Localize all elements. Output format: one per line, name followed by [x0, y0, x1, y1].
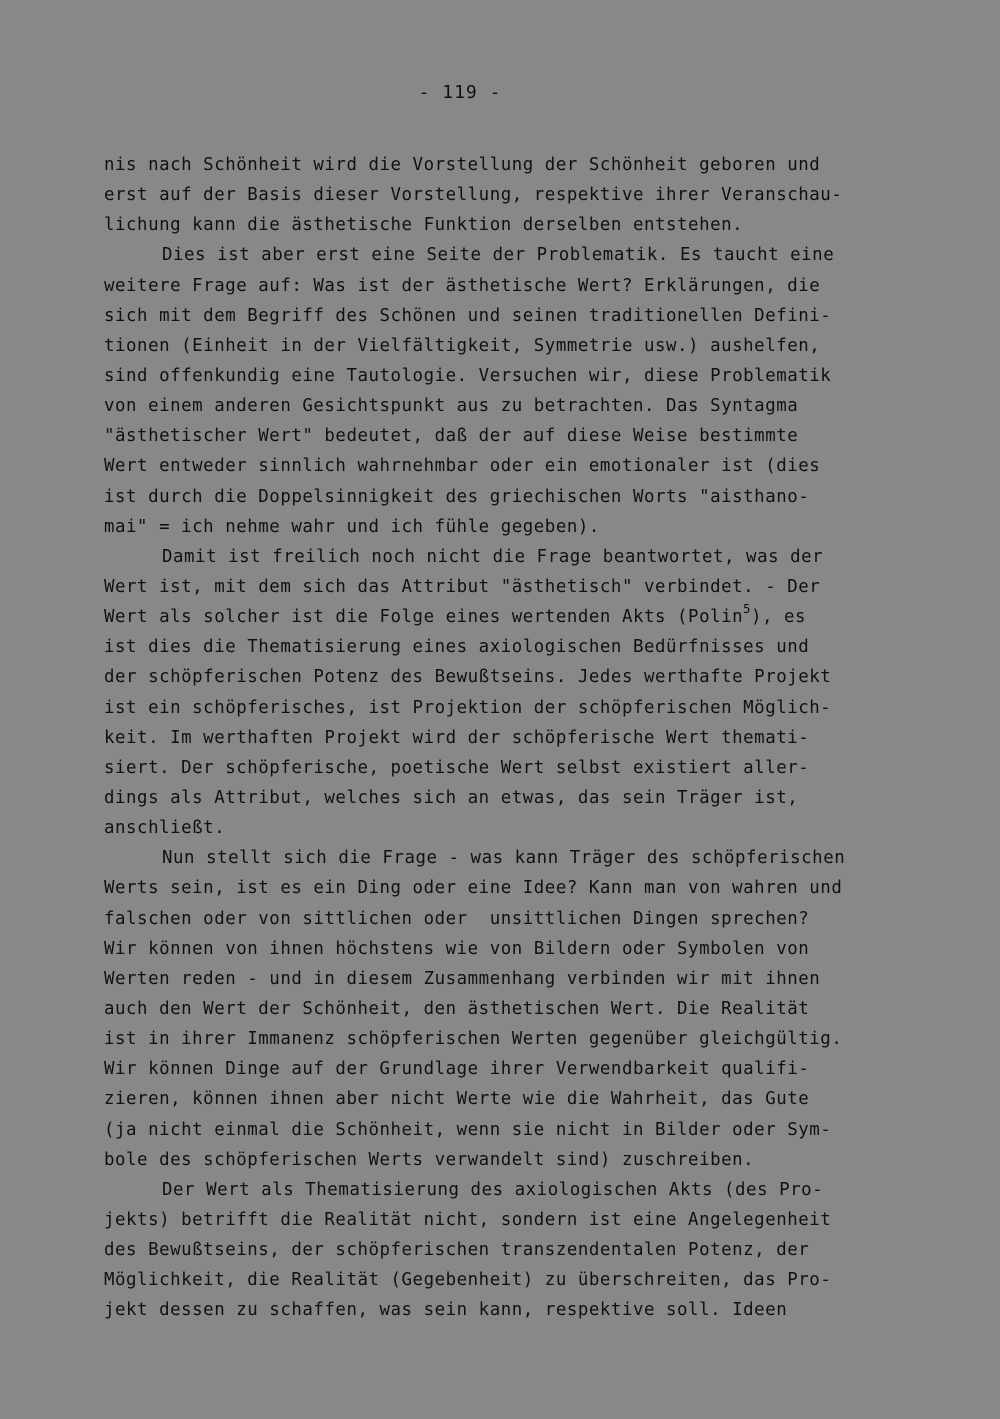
- page-number: - 119 -: [418, 82, 502, 103]
- text-line-with-footnote: [104, 602, 924, 632]
- text-line: ist dies die Thematisierung eines axiologischen Bedürfnisses und: [104, 637, 810, 658]
- text-line: der schöpferischen Potenz des Bewußtseins. Jedes werthafte Projekt: [104, 667, 832, 688]
- text-line: nis nach Schönheit wird die Vorstellung der Schönheit geboren und: [104, 155, 821, 175]
- paragraph-start-line: Der Wert als Thematisierung des axiologischen Akts (des Pro-: [162, 1179, 824, 1200]
- text-line: ist ein schöpferisches, ist Projektion der schöpferischen Möglich-: [104, 697, 832, 718]
- text-line: Wir können von ihnen höchstens wie von Bildern oder Symbolen von: [104, 938, 810, 959]
- text-line: Werts sein, ist es ein Ding oder eine Idee? Kann man von wahren und: [104, 878, 843, 899]
- text-line: siert. Der schöpferische, poetische Wert selbst existiert aller-: [104, 757, 810, 778]
- paragraph-start-line: Damit ist freilich noch nicht die Frage beantwortet, was der: [162, 546, 824, 567]
- text-line: auch den Wert der Schönheit, den ästhetischen Wert. Die Realität: [104, 998, 810, 1019]
- text-line: dings als Attribut, welches sich an etwas, das sein Träger ist,: [104, 787, 799, 808]
- footnote-marker: 5: [743, 602, 751, 617]
- text-line: zieren, können ihnen aber nicht Werte wie die Wahrheit, das Gute: [104, 1089, 810, 1110]
- text-line: tionen (Einheit in der Vielfältigkeit, Symmetrie usw.) aushelfen,: [104, 335, 821, 356]
- text-line: Wert entweder sinnlich wahrnehmbar oder ein emotionaler ist (dies: [104, 456, 821, 477]
- text-line-segment: ), es: [750, 607, 807, 628]
- paragraph-start-line: Nun stellt sich die Frage - was kann Träger des schöpferischen: [162, 848, 846, 869]
- text-line: sich mit dem Begriff des Schönen und seinen traditionellen Defini-: [104, 305, 832, 326]
- text-line: ist durch die Doppelsinnigkeit des griechischen Worts "aisthano-: [104, 486, 810, 507]
- text-line: anschließt.: [104, 818, 226, 839]
- text-line: Werten reden - und in diesem Zusammenhang verbinden wir mit ihnen: [104, 968, 821, 989]
- text-line: "ästhetischer Wert" bedeutet, daß der auf diese Weise bestimmte: [104, 426, 799, 447]
- text-line: (ja nicht einmal die Schönheit, wenn sie nicht in Bilder oder Sym-: [104, 1119, 832, 1140]
- text-line: lichung kann die ästhetische Funktion derselben entstehen.: [104, 215, 744, 236]
- text-line: sind offenkundig eine Tautologie. Versuchen wir, diese Problematik: [104, 365, 832, 386]
- text-line: jekt dessen zu schaffen, was sein kann, respektive soll. Ideen: [104, 1300, 788, 1321]
- body-text: [104, 150, 924, 1325]
- paragraph-start-line: Dies ist aber erst eine Seite der Problematik. Es taucht eine: [162, 245, 835, 266]
- text-line: jekts) betrifft die Realität nicht, sondern ist eine Angelegenheit: [104, 1209, 832, 1230]
- text-line: bole des schöpferischen Werts verwandelt sind) zuschreiben.: [104, 1149, 755, 1170]
- text-line: mai" = ich nehme wahr und ich fühle gegeben).: [104, 516, 600, 537]
- text-line: ist in ihrer Immanenz schöpferischen Werten gegenüber gleichgültig.: [104, 1029, 843, 1050]
- text-line: Wert ist, mit dem sich das Attribut "ästhetisch" verbindet. - Der: [104, 576, 821, 597]
- text-line: falschen oder von sittlichen oder unsittlichen Dingen sprechen?: [104, 908, 810, 929]
- text-line: von einem anderen Gesichtspunkt aus zu betrachten. Das Syntagma: [104, 396, 799, 417]
- text-line: Möglichkeit, die Realität (Gegebenheit) zu überschreiten, das Pro-: [104, 1270, 832, 1291]
- text-line-segment: Wert als solcher ist die Folge eines wertenden Akts (Polin: [104, 607, 744, 628]
- text-line: weitere Frage auf: Was ist der ästhetische Wert? Erklärungen, die: [104, 275, 821, 296]
- text-line: Wir können Dinge auf der Grundlage ihrer Verwendbarkeit qualifi-: [104, 1059, 810, 1080]
- text-line: des Bewußtseins, der schöpferischen transzendentalen Potenz, der: [104, 1240, 810, 1261]
- text-line: erst auf der Basis dieser Vorstellung, respektive ihrer Veranschau-: [104, 185, 843, 206]
- text-line: keit. Im werthaften Projekt wird der schöpferische Wert themati-: [104, 727, 810, 748]
